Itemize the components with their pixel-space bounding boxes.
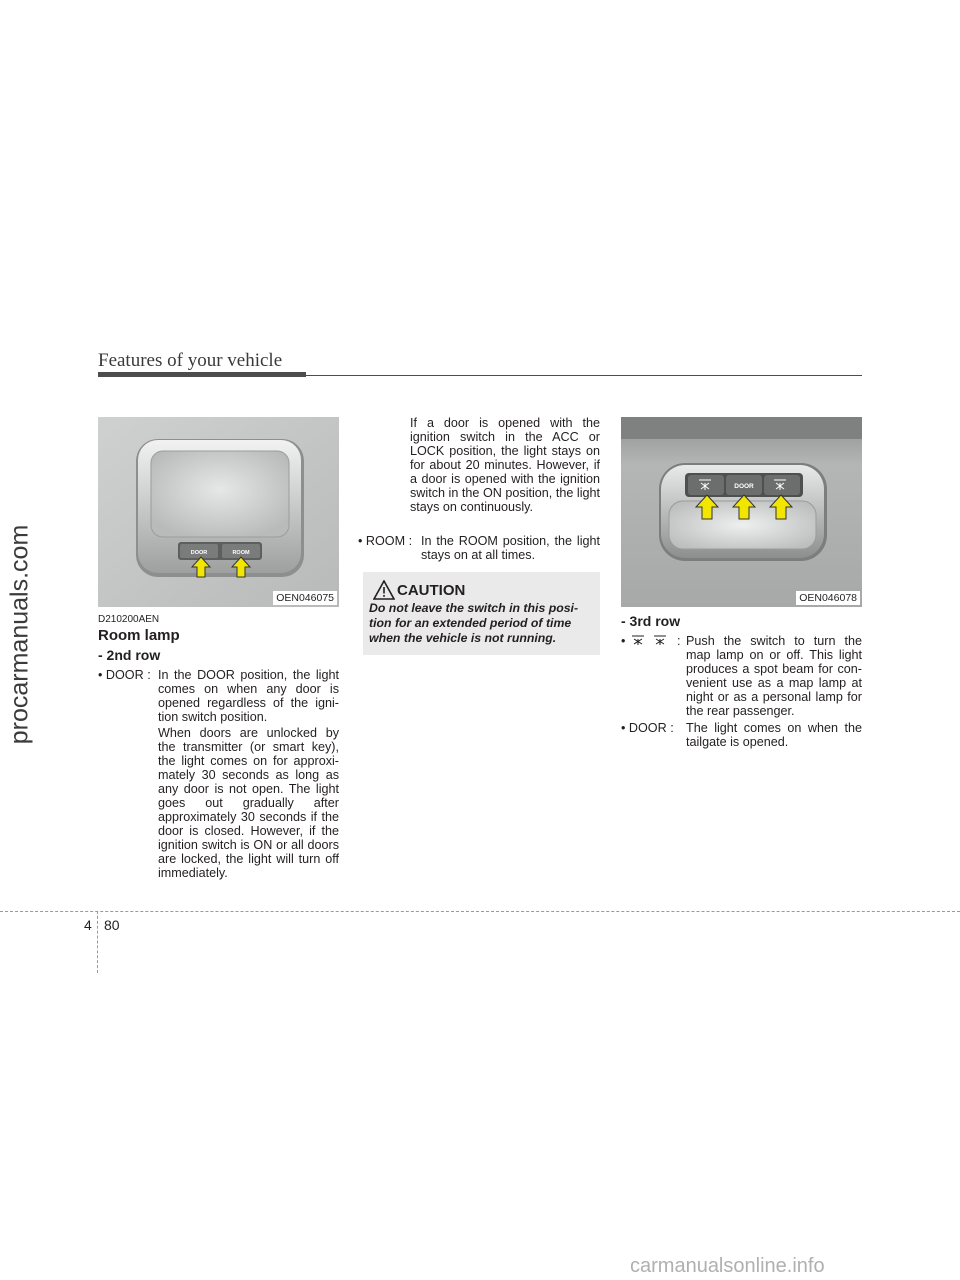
map-lamp-description: Push the switch to turn the map lamp on or off. This light produces a spot beam for con-venient use as a map lamp at night or as a personal lamp for the rear passenger. <box>686 634 862 718</box>
caution-box <box>363 572 600 655</box>
map-bullet: • <box>621 634 626 648</box>
footer-rule-vertical <box>97 911 98 973</box>
figure-code: OEN046078 <box>796 591 860 605</box>
door-description: In the DOOR position, the light comes on when any door is opened regardless of the igni-tion switch position. <box>158 668 339 724</box>
section-code: D210200AEN <box>98 614 160 625</box>
warning-triangle-icon <box>373 580 395 600</box>
footer-watermark: carmanualsonline.info <box>630 1255 825 1277</box>
row2-heading: - 2nd row <box>98 647 161 663</box>
switch-label-room: ROOM <box>232 550 250 556</box>
map-colon: : <box>677 634 681 648</box>
caution-text: Do not leave the switch in this posi-tion for an extended period of time when the vehicle is not running. <box>369 601 579 645</box>
switch-label-door: DOOR <box>734 483 754 490</box>
door-label: • DOOR : <box>98 668 151 682</box>
footer-rule <box>0 911 960 912</box>
room-label: • ROOM : <box>358 534 413 548</box>
room-description: In the ROOM position, the light stays on at all times. <box>421 534 600 562</box>
chapter-number: 4 <box>84 917 92 933</box>
row3-heading: - 3rd row <box>621 613 681 629</box>
room-lamp-3rd-row-figure <box>621 417 862 607</box>
section-title: Room lamp <box>98 627 180 644</box>
door-label: • DOOR : <box>621 721 674 735</box>
caution-title: CAUTION <box>397 582 466 599</box>
room-lamp-2nd-row-illustration <box>98 417 339 607</box>
page-header-title: Features of your vehicle <box>98 350 283 371</box>
door-unlock-description: When doors are unlocked by the transmitter (or smart key), the light comes on for approxi-mately 30 seconds as long as any door is not open. The light goes out gradually after approximately 30 seconds if the door is closed. However, if the ignition switch is ON or all doors are locked, the light will turn off immediately. <box>158 726 339 880</box>
side-watermark <box>0 380 40 900</box>
room-lamp-3rd-row-illustration <box>621 417 862 607</box>
room-lamp-2nd-row-figure <box>98 417 339 607</box>
tailgate-door-description: The light comes on when the tailgate is opened. <box>686 721 862 749</box>
side-watermark-text: procarmanuals.com <box>5 524 34 745</box>
page-number: 80 <box>104 917 120 933</box>
switch-label-door: DOOR <box>190 550 208 556</box>
header-rule-thin <box>306 375 862 376</box>
header-rule <box>98 372 306 377</box>
door-ignition-description: If a door is opened with the ignition switch in the ACC or LOCK position, the light stays on for about 20 minutes. However, if a door is opened with the ignition switch in the ON position, the light stays on continuously. <box>410 416 600 514</box>
map-lamp-icons <box>630 634 670 646</box>
figure-code: OEN046075 <box>273 591 337 605</box>
